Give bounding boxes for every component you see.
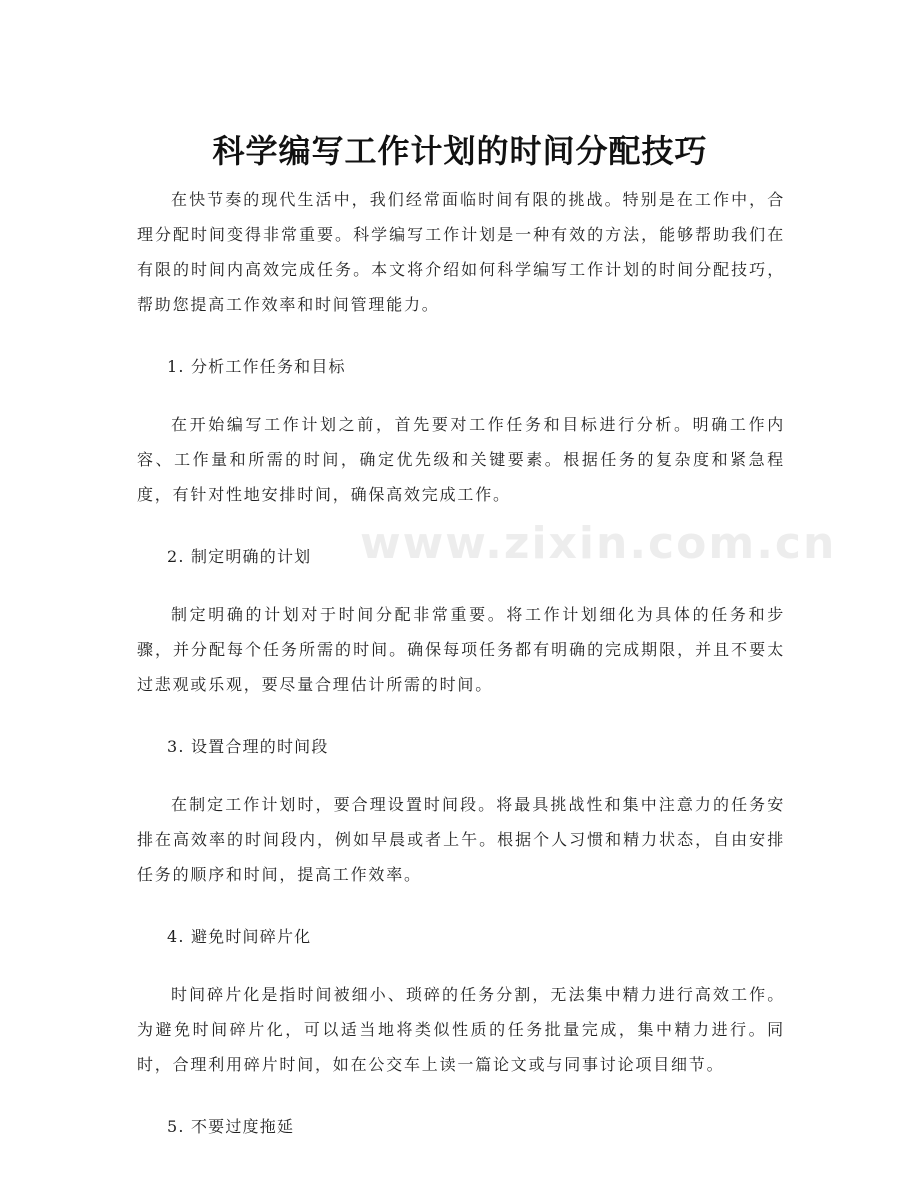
section-heading-2: 2. 制定明确的计划 <box>167 547 312 566</box>
section-body-4: 时间碎片化是指时间被细小、琐碎的任务分割，无法集中精力进行高效工作。为避免时间碎片化，可以适当地将类似性质的任务批量完成，集中精力进行。同时，合理利用碎片时间，如在公交车上读一篇论文或与同事讨论项目细节。 <box>137 985 785 1074</box>
section-body-2: 制定明确的计划对于时间分配非常重要。将工作计划细化为具体的任务和步骤，并分配每个任务所需的时间。确保每项任务都有明确的完成期限，并且不要太过悲观或乐观，要尽量合理估计所需的时间。 <box>137 605 785 694</box>
intro-paragraph: 在快节奏的现代生活中，我们经常面临时间有限的挑战。特别是在工作中，合理分配时间变得非常重要。科学编写工作计划是一种有效的方法，能够帮助我们在有限的时间内高效完成任务。本文将介绍如何科学编写工作计划的时间分配技巧，帮助您提高工作效率和时间管理能力。 <box>137 190 785 314</box>
section-heading-1: 1. 分析工作任务和目标 <box>167 357 346 376</box>
document-body <box>137 182 785 1167</box>
section-heading-3: 3. 设置合理的时间段 <box>167 737 329 756</box>
page-title: 科学编写工作计划的时间分配技巧 <box>212 132 708 171</box>
section-heading-4: 4. 避免时间碎片化 <box>167 927 312 946</box>
section-body-3: 在制定工作计划时，要合理设置时间段。将最具挑战性和集中注意力的任务安排在高效率的时间段内，例如早晨或者上午。根据个人习惯和精力状态，自由安排任务的顺序和时间，提高工作效率。 <box>137 795 785 884</box>
watermark: www.zixin.com.cn <box>360 518 837 569</box>
section-heading-5: 5. 不要过度拖延 <box>167 1117 295 1136</box>
section-body-1: 在开始编写工作计划之前，首先要对工作任务和目标进行分析。明确工作内容、工作量和所需的时间，确定优先级和关键要素。根据任务的复杂度和紧急程度，有针对性地安排时间，确保高效完成工作。 <box>137 415 785 504</box>
